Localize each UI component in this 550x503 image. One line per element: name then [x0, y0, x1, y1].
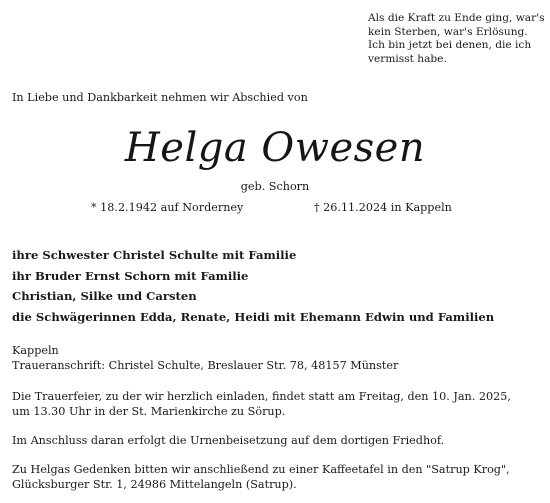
mourner-line: ihre Schwester Christel Schulte mit Familie: [12, 248, 297, 262]
poem-line: Als die Kraft zu Ende ging, war's: [368, 12, 545, 24]
address-block: [12, 343, 398, 373]
poem-line: vermisst habe.: [368, 52, 447, 65]
funeral-line: um 13.30 Uhr in der St. Marienkirche zu Sörup.: [12, 405, 286, 418]
intro-text: In Liebe und Dankbarkeit nehmen wir Abschied von: [12, 91, 308, 104]
mourner-line: die Schwägerinnen Edda, Renate, Heidi mit Ehemann Edwin und Familien: [12, 309, 495, 324]
burial-line: Im Anschluss daran erfolgt die Urnenbeisetzung auf dem dortigen Friedhof.: [12, 434, 445, 447]
mourning-address: Traueranschrift: Christel Schulte, Breslauer Str. 78, 48157 Münster: [12, 359, 399, 372]
burial-paragraph: [12, 433, 444, 448]
memorial-poem: [368, 12, 544, 66]
mourners-list: [12, 245, 494, 327]
funeral-line: Die Trauerfeier, zu der wir herzlich einladen, findet statt am Freitag, den 10. Jan. 2025,: [12, 390, 511, 403]
deceased-name: Helga Owesen: [124, 125, 426, 171]
reception-paragraph: [12, 462, 510, 492]
mourner-line: ihr Bruder Ernst Schorn mit Familie: [12, 268, 249, 283]
place: Kappeln: [12, 344, 59, 357]
funeral-paragraph: [12, 389, 511, 419]
reception-line: Glücksburger Str. 1, 24986 Mittelangeln (Satrup).: [12, 478, 297, 491]
poem-line: kein Sterben, war's Erlösung.: [368, 25, 528, 38]
reception-line: Zu Helgas Gedenken bitten wir anschließend zu einer Kaffeetafel in den "Satrup Krog",: [12, 463, 510, 476]
maiden-name: geb. Schorn: [240, 180, 310, 193]
poem-line: Ich bin jetzt bei denen, die ich: [368, 39, 532, 51]
mourner-line: Christian, Silke und Carsten: [12, 289, 197, 304]
death-info: † 26.11.2024 in Kappeln: [314, 201, 452, 214]
birth-info: * 18.2.1942 auf Norderney: [91, 201, 244, 214]
